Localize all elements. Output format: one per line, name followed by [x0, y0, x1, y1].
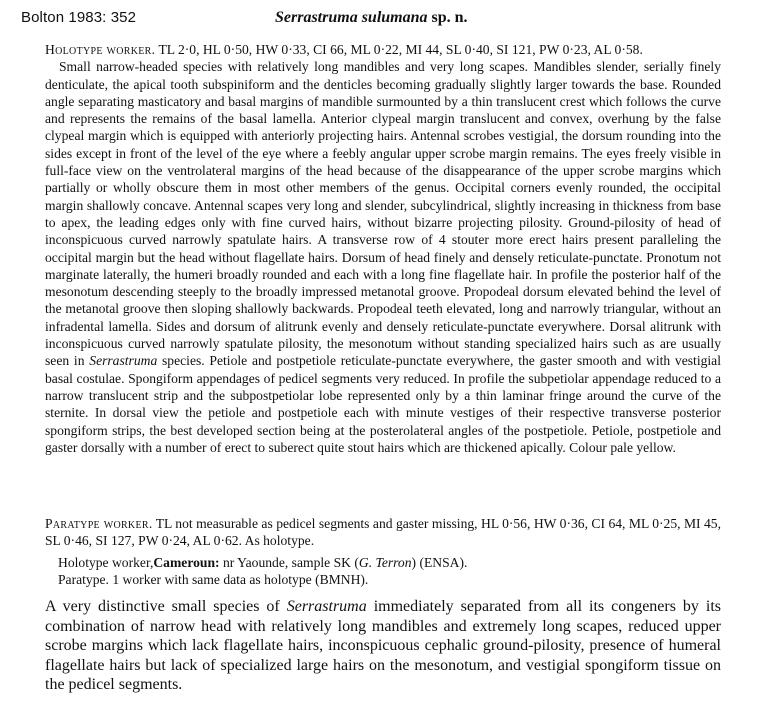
holotype-depository: ) (ENSA).	[411, 555, 468, 570]
paratype-description	[45, 515, 721, 550]
species-title	[275, 9, 468, 27]
discussion-text-1: A very distinctive small species of	[45, 598, 287, 615]
paratype-heading: Paratype worker.	[45, 516, 153, 531]
material-examined	[58, 554, 718, 588]
holotype-text-2: species. Petiole and postpetiole reticulate-punctate everywhere, the gaster smooth and with vestigial basal costulae. Spongiform appendages of pedicel segments very reduced. In profile the subpetiolar appendage reduced to a narrow translucent strip and the subpostpetiolar lobe represented only by a thin laminar fringe around the curve of the sternite. In dorsal view the petiole and postpetiole each with minute vestiges of their respective transverse posterior spongiform strips, the best developed section being at the posterolateral angles of the postpetiole. Petiole, postpetiole and gaster dorsally with a number of erect to suberect quite stout hairs which are thickened apically. Colour pale yellow.	[45, 353, 721, 455]
discussion-text-2: immediately separated from all its congeners by its combination of narrow head with relatively long mandibles and extremely long scapes, reduced upper scrobe margins which lack flagellate hairs, inconspicuous cephalic ground-pilosity, presence of humeral flagellate hairs but lack of specialized large hairs on the mesonotum, and vestigial spongiform tissue on the pedicel segments.	[45, 598, 721, 694]
paratype-text: TL not measurable as pedicel segments and gaster missing, HL 0·56, HW 0·36, CI 64, ML 0·25, MI 45, SL 0·46, SI 127, PW 0·24, AL 0·62. As holotype.	[45, 516, 722, 549]
species-status: sp. n.	[427, 9, 468, 26]
collector: G. Terron	[358, 555, 412, 570]
holotype-material-label: Holotype worker,	[58, 555, 154, 570]
discussion-genus: Serrastruma	[286, 598, 367, 615]
holotype-text-1: Small narrow-headed species with relatively long mandibles and very long scapes. Mandibles slender, serially finely denticulate, the apical tooth subspiniform and the denticles becoming gradually slightly larger towards the base. Rounded angle separating masticatory and basal margins of mandible surmounted by a thin translucent crest which follows the curve and represents the remains of the basal lamella. Anterior clypeal margin translucent and convex, overhung by the false clypeal margin which is equipped with anteriorly projecting hairs. Antennal scrobes vestigial, the dorsum rounding into the sides except in front of the level of the eye where a feebly angular upper scrobe margin remains. The eyes freely visible in full-face view on the ventrolateral margins of the head because of the disappearance of the upper scrobe margins which partially or wholly obscure them in most other members of the genus. Occipital corners evenly rounded, the occipital margin shallowly concave. Antennal scapes very long and slender, subcylindrical, slightly increasing in thickness from base to apex, the leading edges only with fine curved hairs, without bizarre projecting pilosity. Ground-pilosity of head of inconspicuous curved narrowly spatulate hairs. A transverse row of 4 stouter more erect hairs present paralleling the occipital margin but the head without flagellate hairs. Dorsum of head finely and densely reticulate-punctate. Pronotum not marginate laterally, the humeri broadly rounded and each with a long fine flagellate hair. In profile the posterior half of the mesonotum descending steeply to the broadly impressed metanotal groove. Propodeal dorsum elevated behind the level of the metanotal groove then sloping shallowly backwards. Propodeal teeth elevated, long and narrowly triangular, without an infradental lamella. Sides and dorsum of alitrunk evenly and densely reticulate-punctate everywhere. Dorsal alitrunk with inconspicuous curved narrowly spatulate pilosity, the mesonotum without standing specialized hairs such as are usually seen in	[45, 59, 721, 369]
holotype-description	[45, 41, 721, 456]
holotype-material	[58, 554, 718, 571]
holotype-locality: nr Yaounde, sample SK (	[219, 555, 359, 570]
species-name: Serrastruma sulumana	[275, 9, 428, 26]
country: Cameroun:	[153, 555, 220, 570]
citation: Bolton 1983: 352	[21, 9, 137, 26]
paratype-material: Paratype. 1 worker with same data as holotype (BMNH).	[58, 572, 369, 587]
holotype-heading: Holotype worker.	[45, 42, 156, 57]
holotype-body	[45, 58, 721, 456]
discussion-paragraph	[45, 597, 721, 695]
holotype-measurements: TL 2·0, HL 0·50, HW 0·33, CI 66, ML 0·22, MI 44, SL 0·40, SI 121, PW 0·23, AL 0·58.	[155, 42, 643, 57]
genus-name-inline: Serrastruma	[89, 353, 158, 369]
